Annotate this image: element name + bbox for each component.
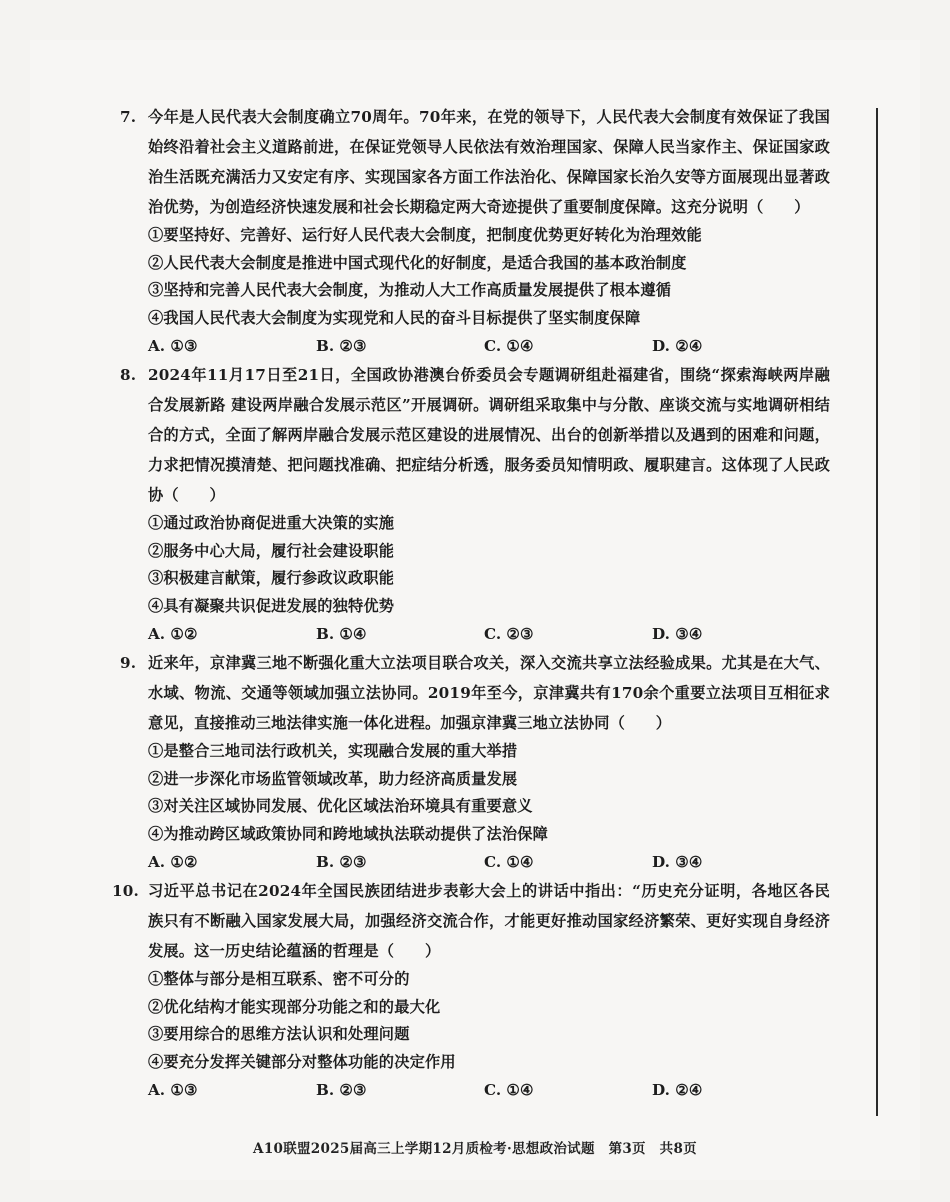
choice-b: B. ②③ [316, 853, 367, 871]
question-text: 近来年，京津冀三地不断强化重大立法项目联合攻关，深入交流共享立法经验成果。尤其是在大气、水域、物流、交通等领域加强立法协同。2019年至今，京津冀共有170余个重要立法项目互相征求意见，直接推动三地法律实施一体化进程。加强京津冀三地立法协同（ ） [148, 654, 830, 732]
statement-item: ①整体与部分是相互联系、密不可分的 [148, 970, 410, 988]
choice-c: C. ①④ [484, 853, 534, 871]
question-text: 今年是人民代表大会制度确立70周年。70年来，在党的领导下，人民代表大会制度有效保证了我国始终沿着社会主义道路前进，在保证党领导人民依法有效治理国家、保障人民当家作主、保证国家政治生活既充满活力又安定有序、实现国家各方面工作法治化、保障国家长治久安等方面展现出显著政治优势，为创造经济快速发展和社会长期稳定两大奇迹提供了重要制度保障。这充分说明（ ） [148, 108, 830, 216]
choice-b: B. ②③ [316, 1081, 367, 1099]
statement-item: ②服务中心大局，履行社会建设职能 [148, 541, 395, 560]
statement-item: ④我国人民代表大会制度为实现党和人民的奋斗目标提供了坚实制度保障 [148, 308, 641, 327]
question-stem [120, 360, 830, 510]
statement-item: ④具有凝聚共识促进发展的独特优势 [148, 596, 395, 615]
question-stem [120, 102, 830, 222]
question-stem [112, 876, 830, 966]
question-list [112, 102, 830, 1104]
answer-choices [120, 620, 830, 648]
statement-item: ③坚持和完善人民代表大会制度，为推动人大工作高质量发展提供了根本遵循 [148, 281, 672, 299]
statement-item: ③对关注区域协同发展、优化区域法治环境具有重要意义 [148, 797, 533, 815]
statement-list [120, 510, 830, 620]
statement-item: ④为推动跨区域政策协同和跨地域执法联动提供了法治保障 [148, 824, 549, 843]
question-stem [120, 648, 830, 738]
choice-a: A. ①③ [148, 337, 198, 355]
question-number: 10. [112, 882, 140, 900]
answer-choices [120, 848, 830, 876]
statement-item: ①是整合三地司法行政机关，实现融合发展的重大举措 [148, 742, 518, 760]
question-text: 习近平总书记在2024年全国民族团结进步表彰大会上的讲话中指出：“历史充分证明，各地区各民族只有不断融入国家发展大局，加强经济交流合作，才能更好推动国家经济繁荣、更好实现自身经济发展。这一历史结论蕴涵的哲理是（ ） [148, 882, 830, 960]
question-8 [120, 360, 830, 648]
question-9 [120, 648, 830, 876]
statement-item: ②人民代表大会制度是推进中国式现代化的好制度，是适合我国的基本政治制度 [148, 253, 687, 272]
choice-d: D. ②④ [652, 337, 703, 355]
statement-list [120, 966, 830, 1076]
statement-item: ①要坚持好、完善好、运行好人民代表大会制度，把制度优势更好转化为治理效能 [148, 226, 702, 244]
question-number: 8. [120, 366, 137, 384]
choice-b: B. ②③ [316, 337, 367, 355]
choice-a: A. ①② [148, 853, 198, 871]
choice-d: D. ②④ [652, 1081, 703, 1099]
binding-margin-line [876, 108, 878, 1116]
choice-d: D. ③④ [652, 625, 703, 643]
statement-item: ②优化结构才能实现部分功能之和的最大化 [148, 997, 441, 1016]
statement-item: ②进一步深化市场监管领域改革，助力经济高质量发展 [148, 769, 518, 788]
question-text: 2024年11月17日至21日，全国政协港澳台侨委员会专题调研组赴福建省，围绕“探索海峡两岸融合发展新路 建设两岸融合发展示范区”开展调研。调研组采取集中与分散、座谈交流与实地调研相结合的方式，全面了解两岸融合发展示范区建设的进展情况、出台的创新举措以及遇到的困难和问题，力求把情况摸清楚、把问题找准确、把症结分析透，服务委员知情明政、履职建言。这体现了人民政协（ ） [148, 366, 830, 504]
choice-c: C. ①④ [484, 1081, 534, 1099]
question-10 [112, 876, 830, 1104]
answer-choices [120, 332, 830, 360]
statement-list [120, 222, 830, 332]
statement-item: ④要充分发挥关键部分对整体功能的决定作用 [148, 1052, 456, 1071]
statement-list [120, 738, 830, 848]
choice-a: A. ①③ [148, 1081, 198, 1099]
statement-item: ③积极建言献策，履行参政议政职能 [148, 569, 395, 587]
page-footer: A10联盟2025届高三上学期12月质检考·思想政治试题 第3页 共8页 [253, 1141, 697, 1157]
question-number: 9. [120, 654, 137, 672]
choice-c: C. ②③ [484, 625, 534, 643]
choice-a: A. ①② [148, 625, 198, 643]
answer-choices [120, 1076, 830, 1104]
question-7 [120, 102, 830, 360]
choice-c: C. ①④ [484, 337, 534, 355]
statement-item: ①通过政治协商促进重大决策的实施 [148, 514, 395, 532]
choice-d: D. ③④ [652, 853, 703, 871]
choice-b: B. ①④ [316, 625, 367, 643]
question-number: 7. [120, 108, 137, 126]
statement-item: ③要用综合的思维方法认识和处理问题 [148, 1025, 410, 1043]
